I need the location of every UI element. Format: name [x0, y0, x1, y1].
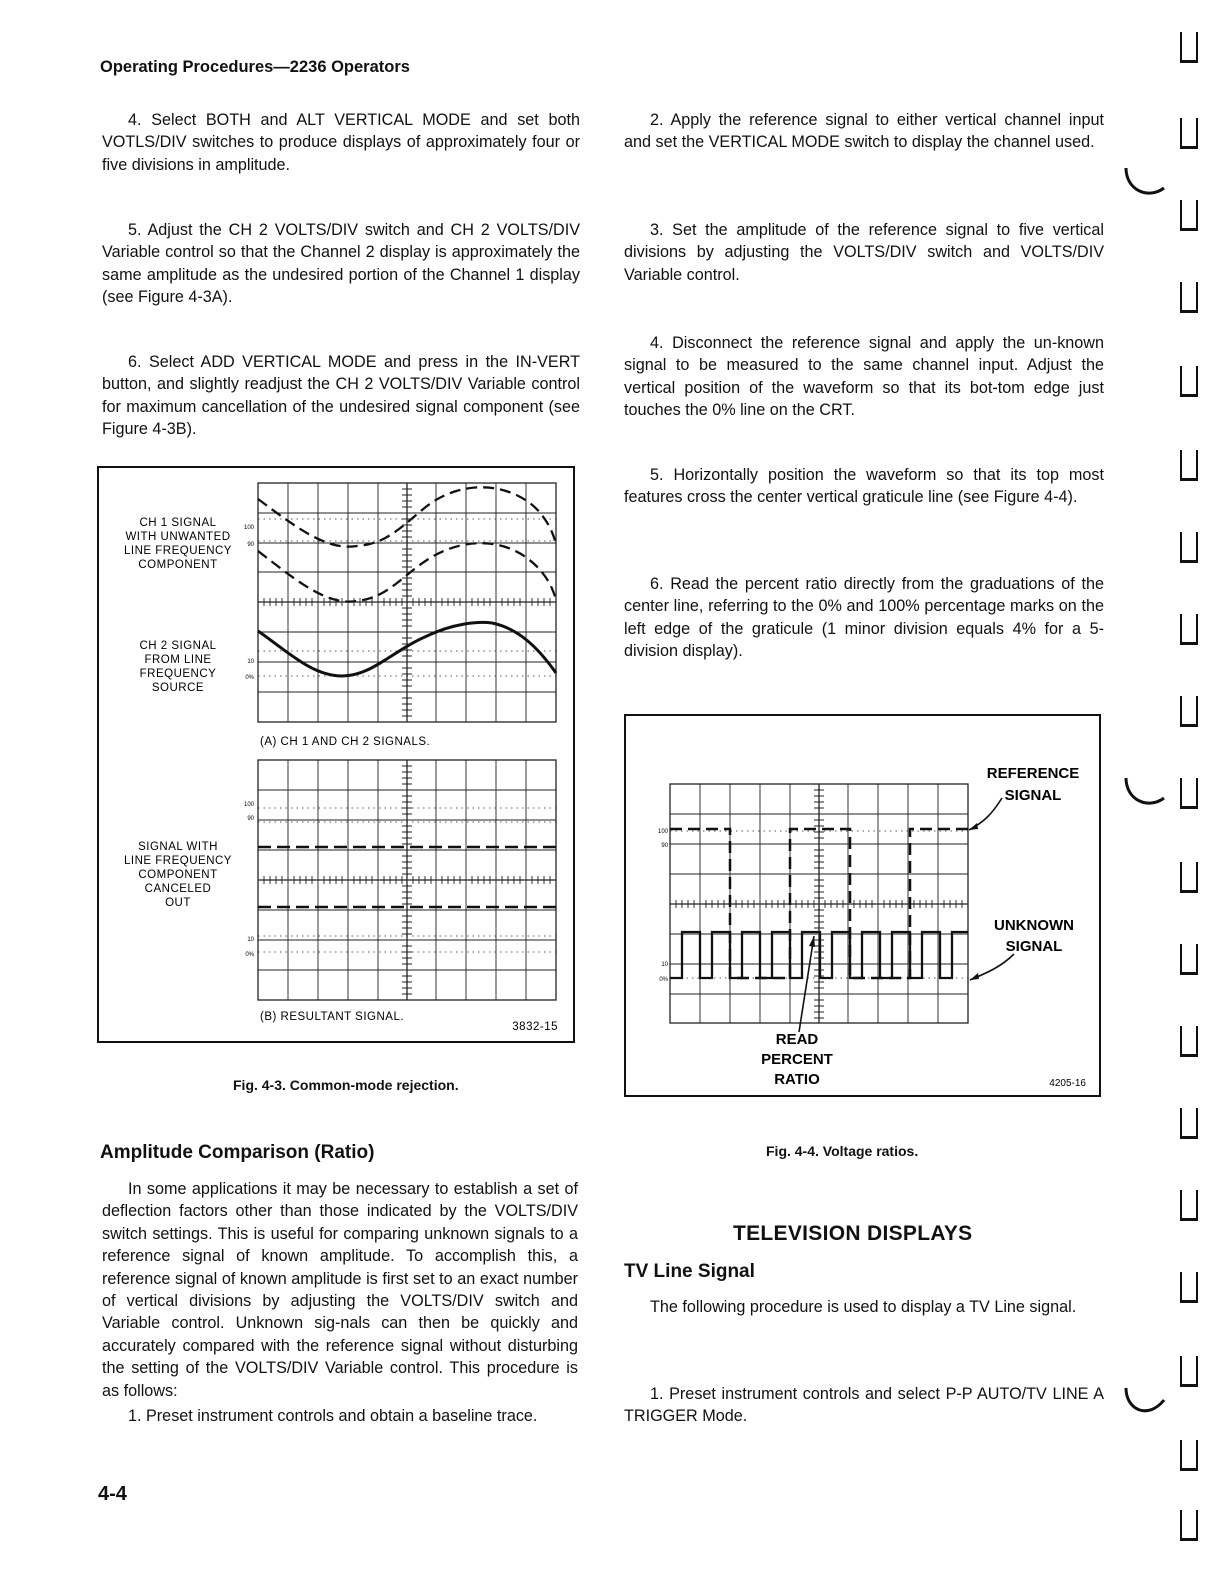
- svg-text:10: 10: [247, 659, 254, 665]
- figure-code-3832: 3832-15: [512, 1021, 558, 1033]
- ch2-signal-label: [139, 640, 216, 694]
- svg-text:CH 1 SIGNAL: CH 1 SIGNAL: [139, 517, 217, 529]
- amplitude-comparison-heading: Amplitude Comparison (Ratio): [100, 1142, 375, 1163]
- unknown-signal-trace: [670, 932, 968, 978]
- svg-text:SIGNAL WITH: SIGNAL WITH: [138, 841, 218, 853]
- tv-step-1: 1. Preset instrument controls and select P-P AUTO/TV LINE A TRIGGER Mode.: [624, 1385, 1104, 1426]
- svg-text:WITH UNWANTED: WITH UNWANTED: [125, 531, 231, 543]
- svg-text:REFERENCE: REFERENCE: [986, 765, 1080, 782]
- page-number: 4-4: [98, 1483, 127, 1505]
- tv-line-signal-heading: TV Line Signal: [624, 1261, 755, 1282]
- svg-text:UNKNOWN: UNKNOWN: [994, 917, 1074, 934]
- reference-signal-label: [987, 765, 1080, 804]
- subcaption-b: (B) RESULTANT SIGNAL.: [260, 1011, 405, 1023]
- svg-text:0%: 0%: [659, 977, 668, 983]
- svg-text:CANCELED: CANCELED: [144, 883, 212, 895]
- svg-text:0%: 0%: [245, 675, 254, 681]
- svg-text:0%: 0%: [245, 952, 254, 958]
- svg-text:10: 10: [661, 962, 668, 968]
- svg-text:OUT: OUT: [165, 897, 191, 909]
- svg-text:CH 2 SIGNAL: CH 2 SIGNAL: [139, 640, 217, 652]
- unknown-signal-label: [994, 917, 1074, 955]
- left-paragraph-5: 5. Adjust the CH 2 VOLTS/DIV switch and CH 2 VOLTS/DIV Variable control so that the Channel 2 display is approximately the same amplitude as the undesired portion of the Channel 1 display (see Figure 4-3A).: [102, 221, 580, 307]
- svg-text:100: 100: [657, 829, 668, 835]
- svg-text:90: 90: [247, 542, 254, 548]
- svg-text:90: 90: [661, 843, 668, 849]
- svg-text:90: 90: [247, 816, 254, 822]
- figure-4-3-caption: Fig. 4-3. Common-mode rejection.: [233, 1077, 459, 1093]
- amplitude-step-1: 1. Preset instrument controls and obtain a baseline trace.: [128, 1407, 538, 1425]
- subcaption-a: (A) CH 1 AND CH 2 SIGNALS.: [260, 736, 431, 748]
- read-percent-ratio-label: [761, 1031, 833, 1088]
- right-paragraph-4: 4. Disconnect the reference signal and apply the un-known signal to be measured to the same channel input. Adjust the vertical position of the waveform so that its bot-tom edge just touches the 0% line on the CRT.: [624, 334, 1104, 420]
- ch1-signal-label: [124, 517, 232, 571]
- right-paragraph-3: 3. Set the amplitude of the reference signal to five vertical divisions by adjusting the VOLTS/DIV switch and VOLTS/DIV Variable control.: [624, 221, 1104, 284]
- right-paragraph-6: 6. Read the percent ratio directly from the graduations of the center line, referring to the 0% and 100% percentage marks on the left edge of the graticule (1 minor division equals 4% for a 5-division display).: [624, 575, 1104, 661]
- svg-text:SIGNAL: SIGNAL: [1004, 787, 1062, 804]
- svg-text:SIGNAL: SIGNAL: [1005, 938, 1063, 955]
- svg-text:SOURCE: SOURCE: [151, 682, 205, 694]
- svg-text:10: 10: [247, 937, 254, 943]
- canceled-signal-label: [124, 841, 232, 909]
- right-paragraph-5: 5. Horizontally position the waveform so that its top most features cross the center vertical graticule line (see Figure 4-4).: [624, 466, 1104, 507]
- figure-4-4: [624, 714, 1102, 1098]
- left-paragraph-6: 6. Select ADD VERTICAL MODE and press in the IN-VERT button, and slightly readjust the CH 2 VOLTS/DIV Variable control for maximum cancellation of the undesired signal component (see Figure 4-3B).: [102, 353, 580, 439]
- svg-text:COMPONENT: COMPONENT: [138, 869, 218, 881]
- svg-text:100: 100: [243, 525, 254, 531]
- figure-4-3: [97, 466, 575, 1044]
- svg-text:FREQUENCY: FREQUENCY: [139, 668, 217, 680]
- svg-text:PERCENT: PERCENT: [761, 1051, 833, 1068]
- figure-code-4205: 4205-16: [1049, 1078, 1086, 1089]
- svg-text:LINE FREQUENCY: LINE FREQUENCY: [124, 545, 232, 557]
- figure-4-4-caption: Fig. 4-4. Voltage ratios.: [766, 1143, 919, 1159]
- page-header: Operating Procedures—2236 Operators: [100, 58, 410, 76]
- svg-text:COMPONENT: COMPONENT: [138, 559, 218, 571]
- reference-arrow: [969, 798, 1002, 830]
- svg-text:FROM LINE: FROM LINE: [144, 654, 212, 666]
- svg-text:RATIO: RATIO: [774, 1071, 820, 1088]
- svg-text:100: 100: [243, 802, 254, 808]
- television-displays-heading: TELEVISION DISPLAYS: [733, 1222, 973, 1245]
- tv-intro-paragraph: The following procedure is used to display a TV Line signal.: [650, 1298, 1077, 1316]
- svg-text:LINE FREQUENCY: LINE FREQUENCY: [124, 855, 232, 867]
- amplitude-intro-paragraph: In some applications it may be necessary to establish a set of deflection factors other than those indicated by the VOLTS/DIV switch settings. This is useful for comparing unknown signals to a reference signal of known amplitude. To accomplish this, a reference signal of known amplitude is first set to an exact number of vertical divisions by adjusting the VOLTS/DIV switch and Variable control. Unknown sig-nals can then be quickly and accurately compared with the reference signal without disturbing the setting of the VOLTS/DIV Variable control. This procedure is as follows:: [102, 1180, 578, 1400]
- right-paragraph-2: 2. Apply the reference signal to either vertical channel input and set the VERTICAL MODE switch to display the channel used.: [624, 111, 1104, 152]
- svg-text:READ: READ: [775, 1031, 819, 1048]
- left-paragraph-4: 4. Select BOTH and ALT VERTICAL MODE and set both VOTLS/DIV switches to produce displays of approximately four or five divisions in amplitude.: [102, 111, 580, 174]
